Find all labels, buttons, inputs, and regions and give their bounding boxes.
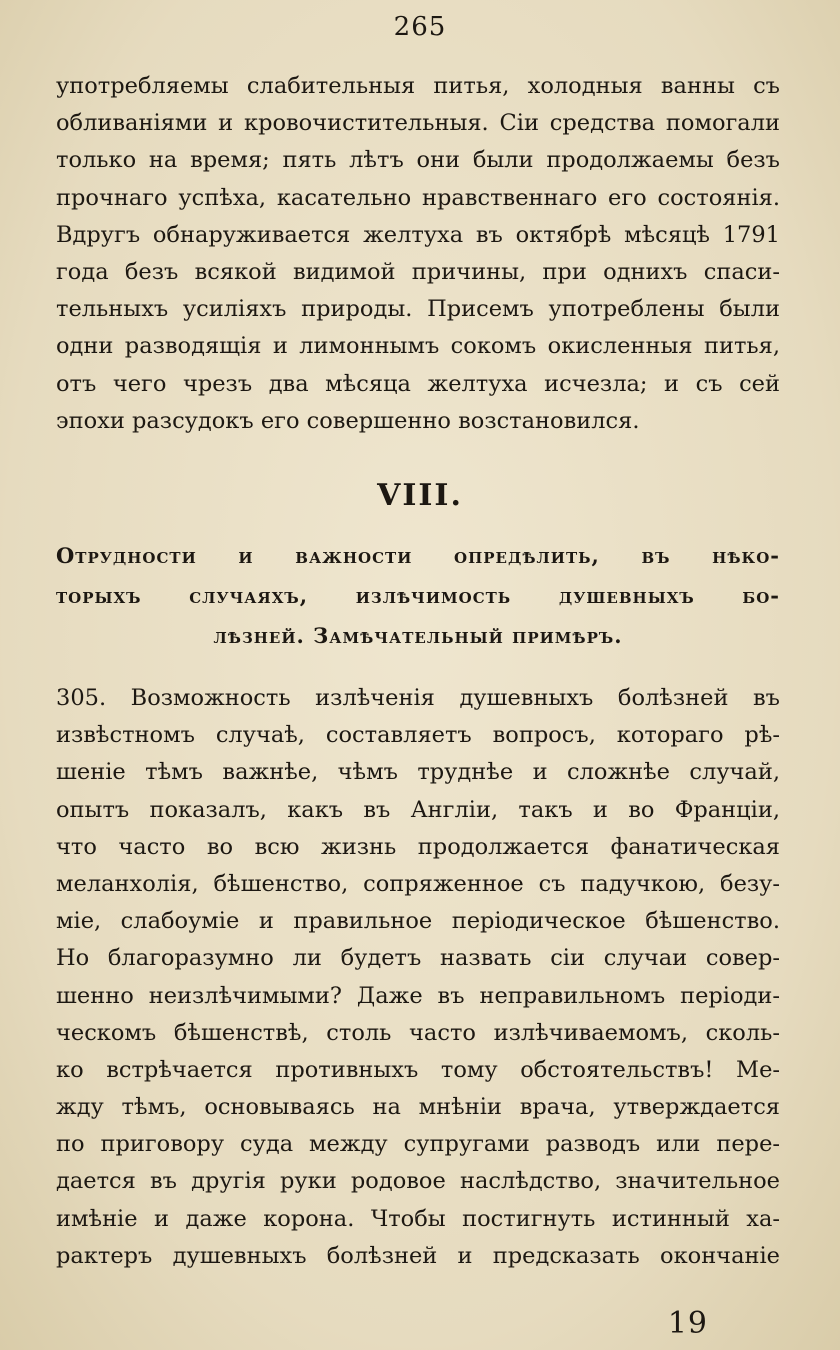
text-line: Но благоразумно ли будетъ назвать сiи случаи совер- [56,945,780,972]
text-line: шенно неизлѣчимыми? Даже въ неправильномъ перiоди- [56,982,780,1009]
text-line: извѣстномъ случаѣ, составляетъ вопросъ, котораго рѣ- [56,722,780,749]
text-line: меланхолiя, бѣшенство, сопряженное съ падучкою, безу- [56,870,780,897]
heading-line: торыхъ случаяхъ, излѣчимость душевныхъ бо- [56,583,780,608]
text-line: одни разводящiя и лимоннымъ сокомъ окисленныя питья, [56,333,780,360]
text-line: шенiе тѣмъ важнѣе, чѣмъ труднѣе и сложнѣе случай, [56,759,780,786]
text-line: рактеръ душевныхъ болѣзней и предсказать окончанiе [56,1242,780,1269]
text-line: ко встрѣчается противныхъ тому обстоятельствъ! Ме- [56,1056,780,1083]
text-line: имѣнiе и даже корона. Чтобы постигнуть истинный ха- [56,1205,780,1232]
text-line: прочнаго успѣха, касательно нравственнаго его состоянiя. [56,184,780,211]
text-line: обливанiями и кровочистительныя. Сiи средства помогали [56,110,780,137]
text-line: эпохи разсудокъ его совершенно возстановился. [56,407,640,434]
text-line: отъ чего чрезъ два мѣсяца желтуха исчезла; и съ сей [56,370,780,397]
page-number: 265 [393,12,447,42]
text-line: только на время; пять лѣтъ они были продолжаемы безъ [56,147,780,174]
text-line: года безъ всякой видимой причины, при однихъ спаси- [56,258,780,285]
text-line: жду тѣмъ, основываясь на мнѣнiи врача, утверждается [56,1094,780,1121]
heading-line: Отрудности и важности опредѣлить, въ нѣко- [56,543,780,568]
text-line: Вдругъ обнаруживается желтуха въ октябрѣ мѣсяцѣ 1791 [56,221,780,248]
text-line: употребляемы слабительныя питья, холодныя ванны съ [56,73,780,99]
heading-line: лѣзней. Замѣчательный примѣръ. [213,623,623,648]
text-line: по приговору суда между супругами разводъ или пере- [56,1131,780,1158]
text-line: ческомъ бѣшенствѣ, столь часто излѣчиваемомъ, сколь- [56,1019,780,1046]
section-number: VIII. [377,478,463,513]
signature-mark: 19 [667,1306,708,1341]
text-line: опытъ показалъ, какъ въ Англiи, такъ и во Францiи, [56,796,780,823]
paragraph-continuation [56,68,780,440]
text-line: дается въ другiя руки родовое наслѣдство, значительное [56,1168,780,1195]
text-line: тельныхъ усилiяхъ природы. Присемъ употреблены были [56,296,780,323]
text-line: что часто во всю жизнь продолжается фанатическая [56,833,780,860]
text-line: 305. Возможность излѣченiя душевныхъ болѣзней въ [56,685,780,711]
text-line: мiе, слабоумiе и правильное перiодическое бѣшенство. [56,908,780,935]
section-heading [56,536,780,656]
paragraph-305 [56,680,780,1275]
